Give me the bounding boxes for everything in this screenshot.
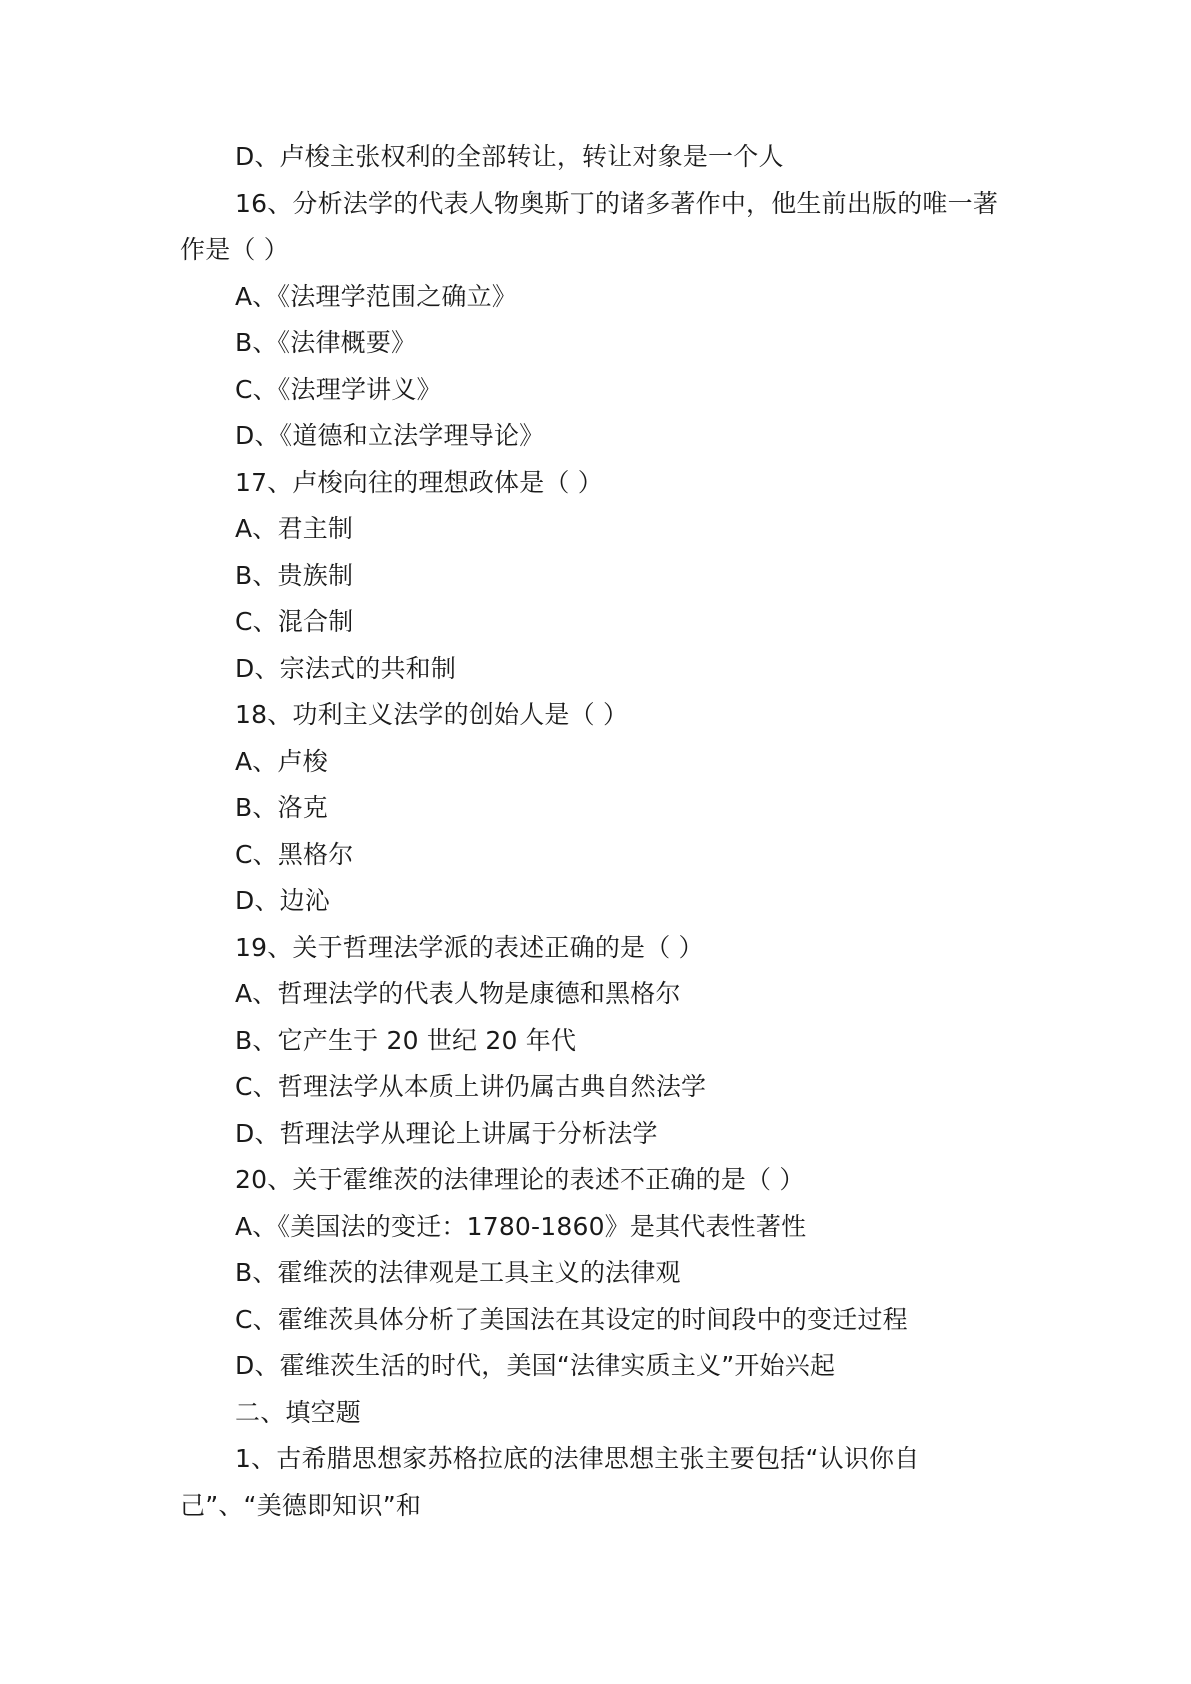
fill-question-1: 1、古希腊思想家苏格拉底的法律思想主张主要包括“认识你自己”、“美德即知识”和 [180,1444,920,1520]
option-19-d: D、哲理法学从理论上讲属于分析法学 [235,1118,658,1148]
section-heading-fill-in: 二、填空题 [235,1397,362,1427]
option-19-a: A、哲理法学的代表人物是康德和黑格尔 [235,979,681,1008]
option-17-a: A、君主制 [235,514,354,543]
question-20: 20、关于霍维茨的法律理论的表述不正确的是（ ） [235,1165,805,1194]
option-16-a: A、《法理学范围之确立》 [235,281,518,311]
document-body [180,134,1020,1529]
option-16-c: C、《法理学讲义》 [235,374,442,404]
question-16: 16、分析法学的代表人物奥斯丁的诸多著作中，他生前出版的唯一著作是（ ） [180,188,999,264]
question-19: 19、关于哲理法学派的表述正确的是（ ） [235,932,704,962]
option-20-a: A、《美国法的变迁：1780-1860》是其代表性著性 [235,1211,807,1241]
option-20-b: B、霍维茨的法律观是工具主义的法律观 [235,1258,681,1287]
option-16-b: B、《法律概要》 [235,328,417,357]
option-20-c: C、霍维茨具体分析了美国法在其设定的时间段中的变迁过程 [235,1304,908,1334]
option-20-d: D、霍维茨生活的时代，美国“法律实质主义”开始兴起 [235,1351,836,1380]
question-18: 18、功利主义法学的创始人是（ ） [235,700,629,729]
option-18-d: D、边沁 [235,886,331,915]
option-17-c: C、混合制 [235,607,354,636]
option-18-a: A、卢梭 [235,746,328,776]
option-15-d: D、卢梭主张权利的全部转让，转让对象是一个人 [235,142,784,171]
option-16-d: D、《道德和立法学理导论》 [235,421,545,450]
option-17-d: D、宗法式的共和制 [235,653,457,683]
option-18-c: C、黑格尔 [235,839,354,869]
option-18-b: B、洛克 [235,793,328,822]
question-17: 17、卢梭向往的理想政体是（ ） [235,467,603,497]
option-19-b: B、它产生于 20 世纪 20 年代 [235,1025,577,1055]
option-17-b: B、贵族制 [235,560,354,590]
option-19-c: C、哲理法学从本质上讲仍属古典自然法学 [235,1072,707,1101]
